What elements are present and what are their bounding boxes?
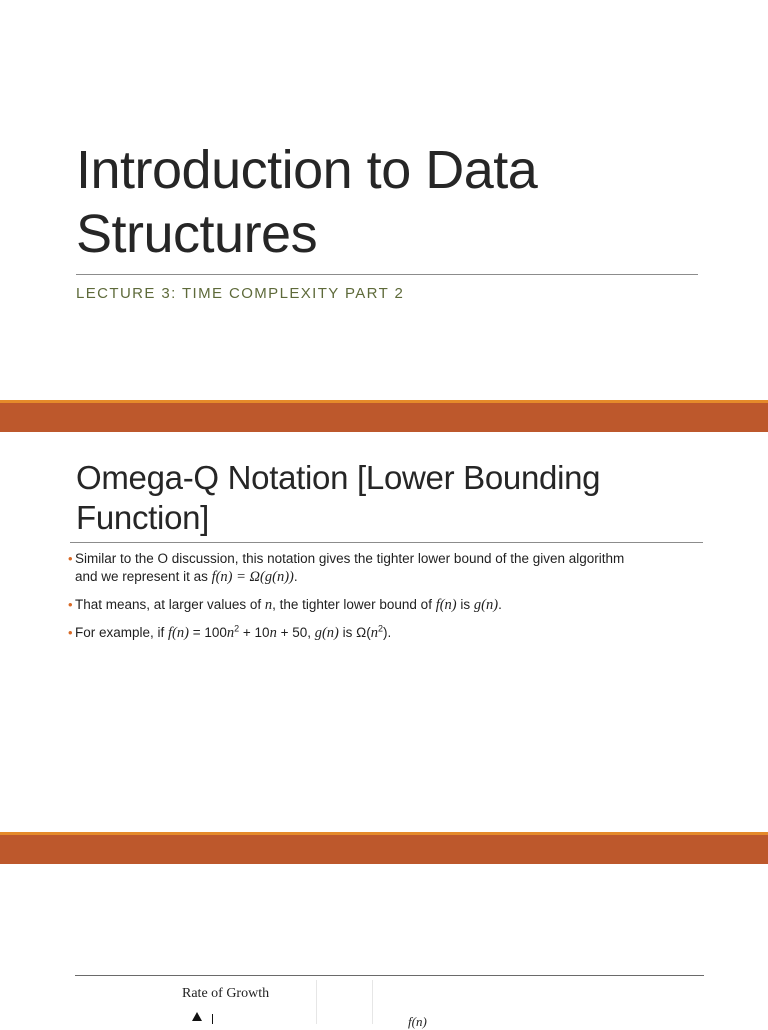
math-variable: n bbox=[264, 597, 273, 613]
math-exponent: 2 bbox=[378, 623, 384, 634]
bullet-text: Similar to the O discussion, this notation gives the tighter lower bound of the given algorithm bbox=[75, 551, 625, 566]
math-expression: f(n) bbox=[435, 597, 457, 613]
slide-separator-band bbox=[0, 832, 768, 864]
slide-subtitle: LECTURE 3: TIME COMPLEXITY PART 2 bbox=[76, 285, 405, 302]
title-divider bbox=[76, 274, 698, 275]
bullet-marker: • bbox=[68, 551, 73, 566]
slide-heading: Omega-Q Notation [Lower Bounding Function] bbox=[76, 459, 601, 536]
figure-top-rule bbox=[75, 975, 704, 976]
omega-notation-slide bbox=[0, 432, 768, 832]
bullet-text: , the tighter lower bound of bbox=[272, 597, 436, 612]
bullet-marker: • bbox=[68, 625, 73, 640]
bullet-text: + 50, bbox=[276, 625, 315, 640]
math-variable: n bbox=[226, 625, 235, 641]
bullet-text: ). bbox=[383, 625, 392, 640]
function-label: f(n) bbox=[408, 1014, 427, 1029]
figure-slide bbox=[0, 864, 768, 1029]
slide-separator-band bbox=[0, 400, 768, 432]
heading-divider bbox=[70, 542, 703, 543]
figure-guide-line bbox=[372, 980, 373, 1024]
math-symbol: Ω( bbox=[356, 625, 371, 640]
math-variable: n bbox=[269, 625, 277, 641]
bullet-text: = 100 bbox=[188, 625, 227, 640]
bullet-text: is bbox=[338, 625, 357, 640]
bullet-list bbox=[68, 550, 708, 652]
bullet-text: and we represent it as bbox=[75, 569, 212, 584]
slide-title: Introduction to Data Structures bbox=[76, 140, 538, 264]
bullet-text: . bbox=[498, 597, 502, 612]
bullet-text: That means, at larger values of bbox=[75, 597, 265, 612]
bullet-item bbox=[68, 624, 708, 642]
math-expression: g(n) bbox=[473, 597, 499, 613]
math-expression: g(n) bbox=[314, 625, 339, 641]
y-axis-line bbox=[212, 1014, 213, 1024]
title-slide bbox=[0, 0, 768, 400]
figure-axis-label: Rate of Growth bbox=[182, 986, 270, 1001]
bullet-text: + 10 bbox=[239, 625, 270, 640]
bullet-item bbox=[68, 550, 708, 586]
y-axis-arrow bbox=[192, 1012, 202, 1021]
bullet-text: For example, if bbox=[75, 625, 169, 640]
math-expression: f(n) = Ω(g(n)) bbox=[211, 569, 294, 585]
math-variable: n bbox=[370, 625, 378, 641]
math-exponent: 2 bbox=[234, 623, 240, 634]
math-expression: f(n) bbox=[168, 625, 189, 641]
bullet-item bbox=[68, 596, 708, 614]
bullet-marker: • bbox=[68, 597, 73, 612]
bullet-text: is bbox=[456, 597, 474, 612]
figure-guide-line bbox=[316, 980, 317, 1024]
bullet-text: . bbox=[293, 569, 298, 584]
